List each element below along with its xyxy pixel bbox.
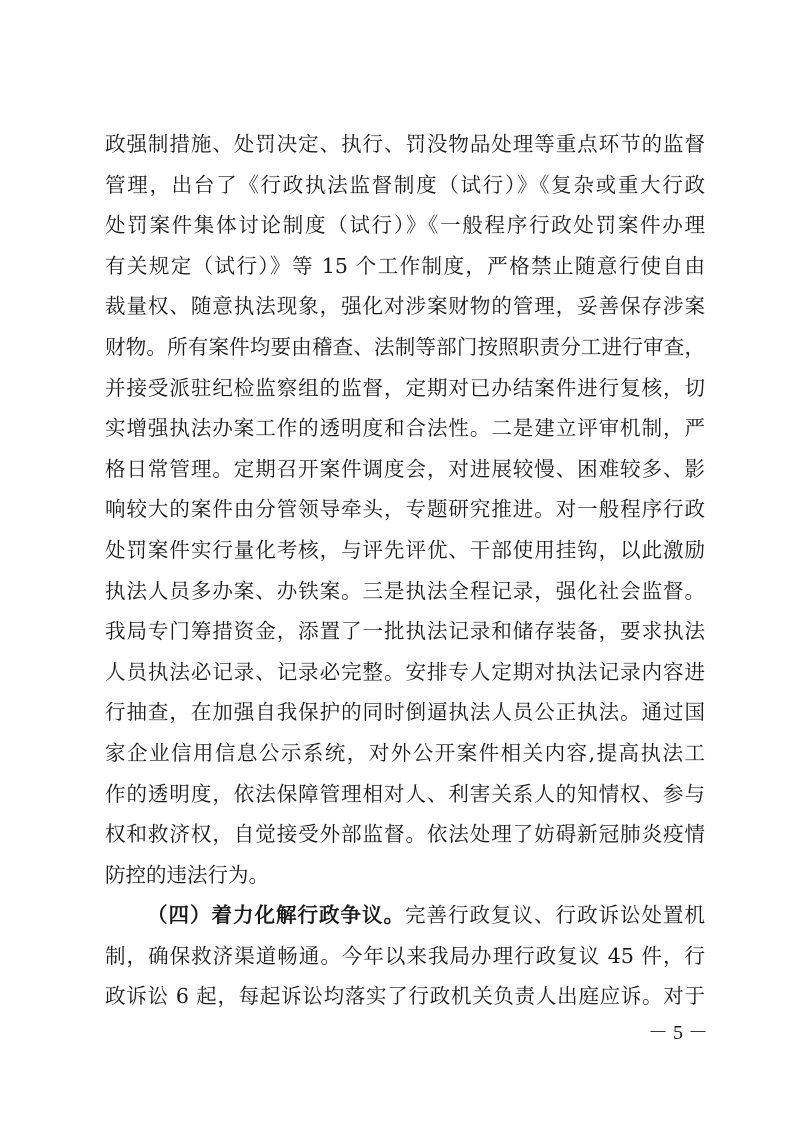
text-line: 制，确保救济渠道畅通。今年以来我局办理行政复议 45 件，行 xyxy=(105,943,705,968)
page-number: － 5 － xyxy=(648,1022,708,1044)
heading-line-rest: 完善行政复议、行政诉讼处置机 xyxy=(405,903,705,928)
paragraph-administrative-disputes xyxy=(105,895,705,1017)
text-line: 处罚案件集体讨论制度（试行）》《一般程序行政处罚案件办理 xyxy=(105,213,705,238)
text-line: 有关规定（试行）》等 15 个工作制度，严格禁止随意行使自由 xyxy=(105,253,705,278)
text-line: 权和救济权，自觉接受外部监督。依法处理了妨碍新冠肺炎疫情 xyxy=(105,822,705,847)
paragraph-enforcement-supervision xyxy=(105,124,705,895)
text-line: 执法人员多办案、办铁案。三是执法全程记录，强化社会监督。 xyxy=(105,578,705,603)
text-line: 作的透明度，依法保障管理相对人、利害关系人的知情权、参与 xyxy=(105,781,705,806)
text-line: 政诉讼 6 起，每起诉讼均落实了行政机关负责人出庭应诉。对于 xyxy=(105,984,705,1009)
text-line: 处罚案件实行量化考核，与评先评优、干部使用挂钩，以此激励 xyxy=(105,537,705,562)
text-line: 响较大的案件由分管领导牵头，专题研究推进。对一般程序行政 xyxy=(105,497,705,522)
text-line: 裁量权、随意执法现象，强化对涉案财物的管理，妥善保存涉案 xyxy=(105,294,705,319)
text-line xyxy=(105,895,705,936)
text-line: 财物。所有案件均要由稽查、法制等部门按照职责分工进行审查， xyxy=(105,334,705,359)
text-line: 并接受派驻纪检监察组的监督，定期对已办结案件进行复核，切 xyxy=(105,375,705,400)
text-line: 我局专门筹措资金，添置了一批执法记录和储存装备，要求执法 xyxy=(105,619,705,644)
text-line: 政强制措施、处罚决定、执行、罚没物品处理等重点环节的监督 xyxy=(105,132,705,156)
text-line: 格日常管理。定期召开案件调度会，对进展较慢、困难较多、影 xyxy=(105,456,705,481)
document-body xyxy=(105,124,705,1017)
text-line: 防控的违法行为。 xyxy=(105,862,269,887)
text-line: 实增强执法办案工作的透明度和合法性。二是建立评审机制，严 xyxy=(105,416,705,441)
text-line: 人员执法必记录、记录必完整。安排专人定期对执法记录内容进 xyxy=(105,659,705,684)
text-line: 行抽查，在加强自我保护的同时倒逼执法人员公正执法。通过国 xyxy=(105,700,705,725)
text-line: 管理，出台了《行政执法监督制度（试行）》《复杂或重大行政 xyxy=(105,172,705,197)
text-line: 家企业信用信息公示系统，对外公开案件相关内容,提高执法工 xyxy=(105,740,705,765)
section-heading: （四）着力化解行政争议。 xyxy=(147,903,405,928)
